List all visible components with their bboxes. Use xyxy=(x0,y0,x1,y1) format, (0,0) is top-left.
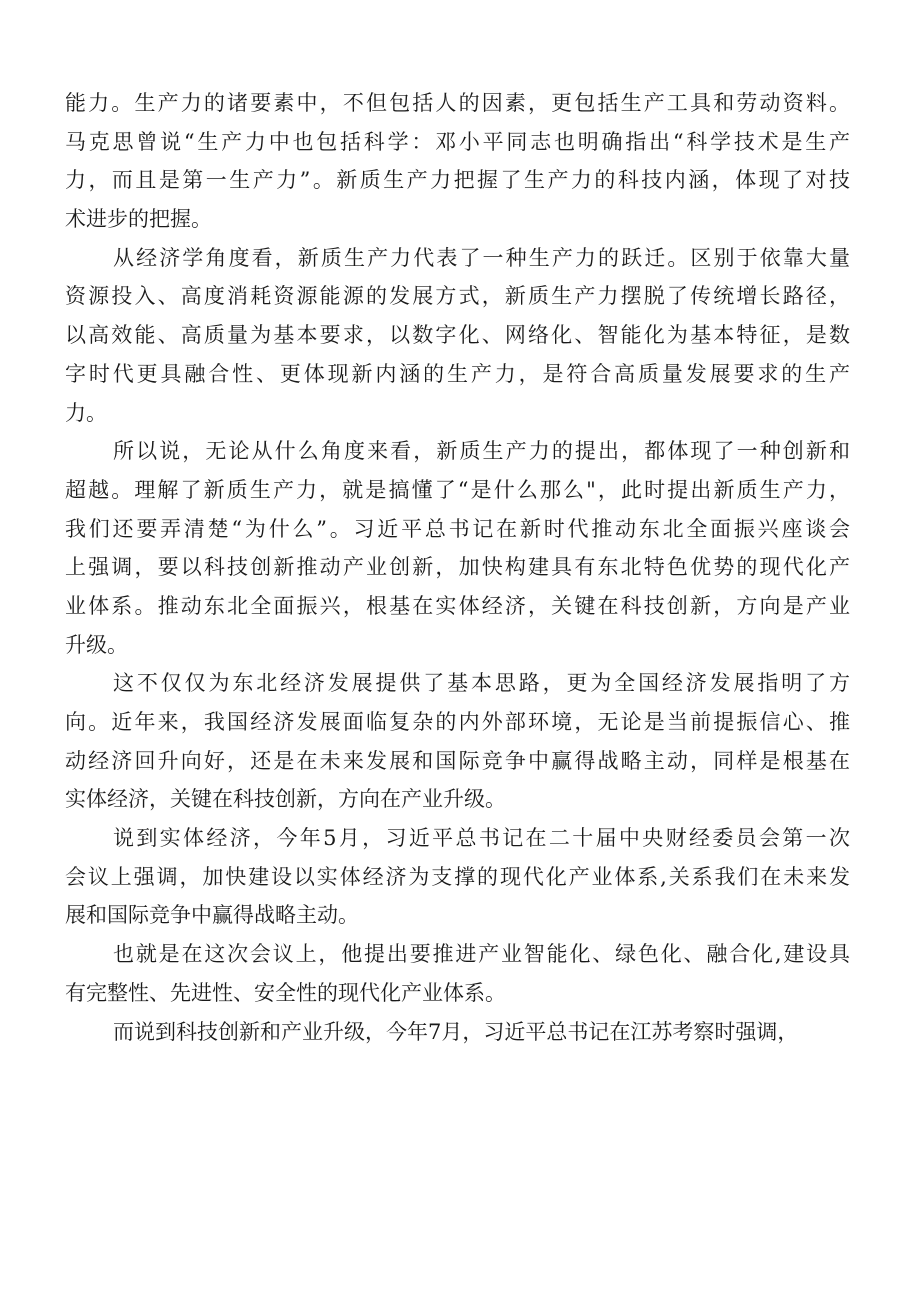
text-line: 动经济回升向好，还是在未来发展和国际竞争中赢得战略主动，同样是根基在 xyxy=(65,748,850,773)
paragraph xyxy=(65,239,865,432)
text-line: 说到实体经济，今年5月，习近平总书记在二十届中央财经委员会第一次 xyxy=(113,826,850,851)
text-line: 展和国际竞争中赢得战略主动。 xyxy=(65,903,359,928)
text-line: 以高效能、高质量为基本要求，以数字化、网络化、智能化为基本特征，是数 xyxy=(65,323,850,348)
text-line: 升级。 xyxy=(65,632,128,657)
text-line: 资源投入、高度消耗资源能源的发展方式，新质生产力摆脱了传统增长路径， xyxy=(65,284,850,309)
paragraph xyxy=(65,1013,865,1052)
text-line: 向。近年来，我国经济发展面临复杂的内外部环境，无论是当前提振信心、推 xyxy=(65,710,850,734)
text-line: 实体经济，关键在科技创新，方向在产业升级。 xyxy=(65,787,506,812)
text-line: 而说到科技创新和产业升级，今年7月，习近平总书记在江苏考察时强调， xyxy=(113,1019,799,1044)
text-line: 业体系。推动东北全面振兴，根基在实体经济，关键在科技创新，方向是产业 xyxy=(65,593,850,618)
text-line: 术进步的把握。 xyxy=(65,207,212,232)
text-line: 从经济学角度看，新质生产力代表了一种生产力的跃迁。区别于依靠大量 xyxy=(113,245,850,270)
text-line: 有完整性、先进性、安全性的现代化产业体系。 xyxy=(65,980,506,1005)
text-line: 马克思曾说“生产力中也包括科学：邓小平同志也明确指出“科学技术是生产 xyxy=(65,129,850,154)
paragraph xyxy=(65,664,865,819)
text-line: 上强调，要以科技创新推动产业创新，加快构建具有东北特色优势的现代化产 xyxy=(65,555,850,580)
paragraph xyxy=(65,84,865,239)
text-line: 力，而且是第一生产力”。新质生产力把握了生产力的科技内涵，体现了对技 xyxy=(65,168,850,193)
text-line: 会议上强调，加快建设以实体经济为支撑的现代化产业体系,关系我们在未来发 xyxy=(65,864,850,889)
paragraph xyxy=(65,935,865,1012)
text-line: 能力。生产力的诸要素中，不但包括人的因素，更包括生产工具和劳动资料。 xyxy=(65,91,850,115)
text-line: 也就是在这次会议上，他提出要推进产业智能化、绿色化、融合化,建设具 xyxy=(113,942,850,967)
text-line: 所以说，无论从什么角度来看，新质生产力的提出，都体现了一种创新和 xyxy=(113,439,850,464)
text-line: 超越。理解了新质生产力，就是搞懂了“是什么那么"，此时提出新质生产力， xyxy=(65,477,850,502)
paragraph xyxy=(65,819,865,935)
text-line: 字时代更具融合性、更体现新内涵的生产力，是符合高质量发展要求的生产 xyxy=(65,361,850,386)
text-line: 我们还要弄清楚“为什么”。习近平总书记在新时代推动东北全面振兴座谈会 xyxy=(65,516,850,541)
text-line: 这不仅仅为东北经济发展提供了基本思路，更为全国经济发展指明了方 xyxy=(113,671,850,696)
paragraph xyxy=(65,432,865,664)
text-line: 力。 xyxy=(65,400,107,425)
body-text xyxy=(65,84,865,1051)
